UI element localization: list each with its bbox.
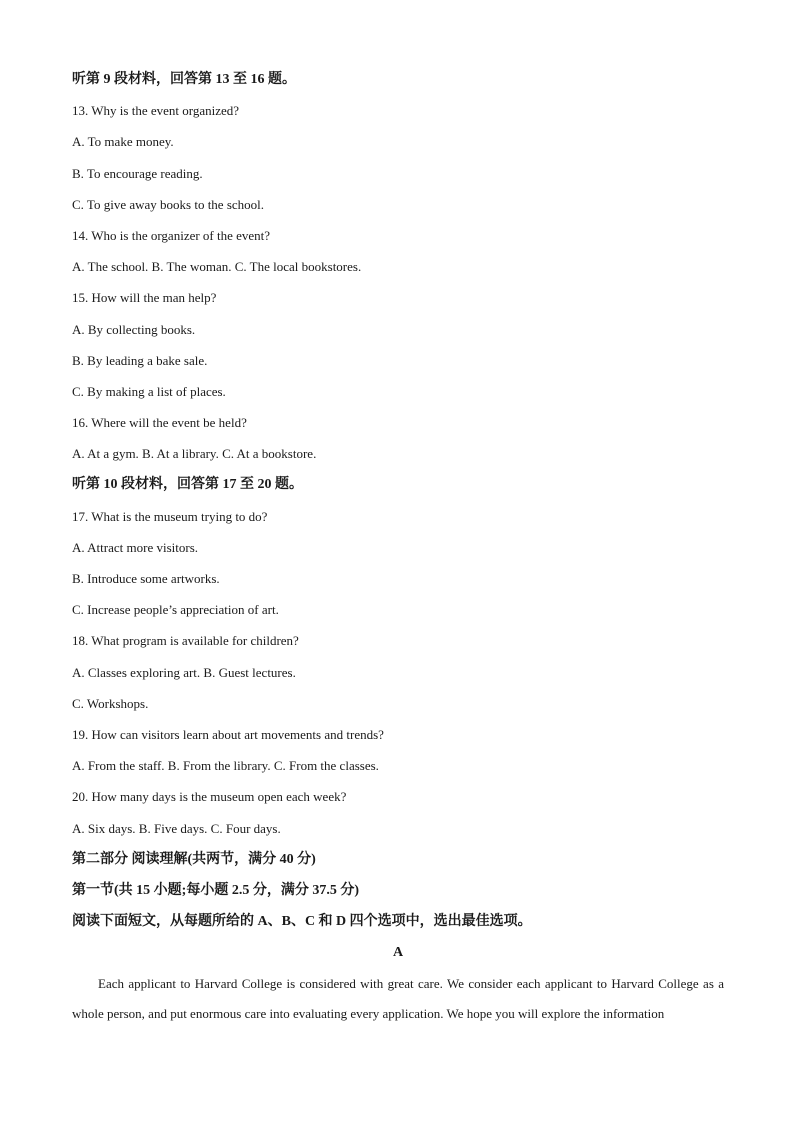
answer-options: A. At a gym. B. At a library. C. At a bookstore. xyxy=(72,446,317,462)
answer-options: A. The school. B. The woman. C. The local bookstores. xyxy=(72,259,362,275)
answer-options: A. Six days. B. Five days. C. Four days. xyxy=(72,820,281,836)
question-stem: 18. What program is available for children? xyxy=(72,633,299,649)
answer-options: C. By making a list of places. xyxy=(72,383,226,399)
question-stem: 20. How many days is the museum open each week? xyxy=(72,789,347,805)
section-heading: 听第 9 段材料，回答第 13 至 16 题。 xyxy=(72,72,296,87)
answer-options: C. Increase people’s appreciation of art. xyxy=(72,602,279,618)
question-stem: 13. Why is the event organized? xyxy=(72,103,240,119)
answer-options: A. Classes exploring art. B. Guest lectures. xyxy=(72,664,296,680)
answer-options: A. To make money. xyxy=(72,134,174,150)
exam-page xyxy=(72,64,724,1029)
question-stem: 15. How will the man help? xyxy=(72,290,217,306)
answer-options: A. By collecting books. xyxy=(72,321,196,337)
section-heading: 第二部分 阅读理解(共两节，满分 40 分) xyxy=(72,851,316,867)
answer-options: B. Introduce some artworks. xyxy=(72,571,220,586)
question-stem: 17. What is the museum trying to do? xyxy=(72,508,268,524)
section-heading: 听第 10 段材料，回答第 17 至 20 题。 xyxy=(72,477,303,493)
answer-options: A. From the staff. B. From the library. C. From the classes. xyxy=(72,758,379,774)
answer-options: B. To encourage reading. xyxy=(72,165,203,181)
answer-options: C. To give away books to the school. xyxy=(72,196,265,212)
passage-letter: A xyxy=(392,945,404,961)
section-heading: 第一节(共 15 小题;每小题 2.5 分，满分 37.5 分) xyxy=(72,882,359,898)
answer-options: B. By leading a bake sale. xyxy=(72,352,208,368)
question-lines xyxy=(72,64,724,968)
reading-passage-a: Each applicant to Harvard College is considered with great care. We consider each applicant to Harvard College as a whole person, and put enormous care into evaluating every application. We hope you will explore the information xyxy=(72,976,724,1022)
answer-options: A. Attract more visitors. xyxy=(72,539,199,555)
question-stem: 19. How can visitors learn about art movements and trends? xyxy=(72,726,384,742)
question-stem: 16. Where will the event be held? xyxy=(72,415,247,431)
section-heading: 阅读下面短文，从每题所给的 A、B、C 和 D 四个选项中，选出最佳选项。 xyxy=(72,914,532,930)
question-stem: 14. Who is the organizer of the event? xyxy=(72,227,271,243)
answer-options: C. Workshops. xyxy=(72,695,149,711)
